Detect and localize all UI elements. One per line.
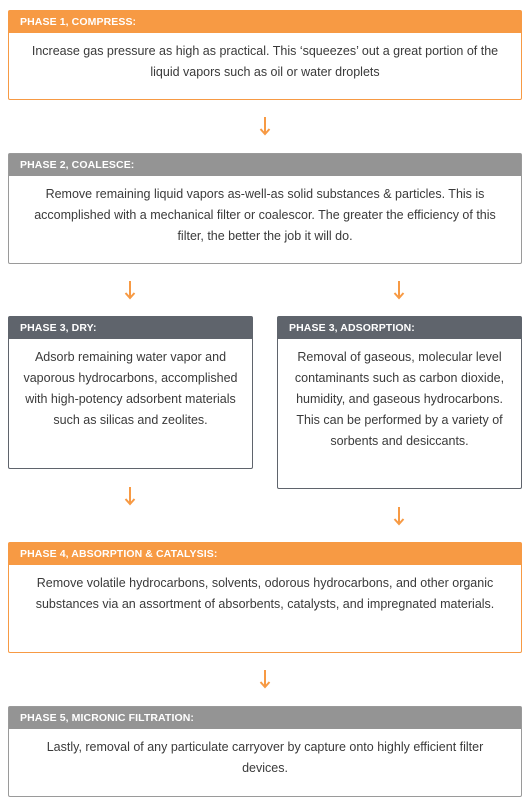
phase-3-adsorption-text: Removal of gaseous, molecular level contaminants such as carbon dioxide, humidity, and gaseous hydrocarbons. This can be performed by a variety of sorbents and desiccants. <box>294 350 505 448</box>
phase-3-adsorption-box <box>277 316 522 489</box>
arrow-down-icon <box>124 280 136 300</box>
phase-2-title: PHASE 2, COALESCE: <box>9 154 521 176</box>
phase-4-text: Remove volatile hydrocarbons, solvents, odorous hydrocarbons, and other organic substances via an assortment of absorbents, catalysts, and impregnated materials. <box>35 576 495 611</box>
phase-4-box <box>8 542 522 653</box>
phase-5-box <box>8 706 522 797</box>
arrow-down-icon <box>124 486 136 506</box>
phase-5-title: PHASE 5, MICRONIC FILTRATION: <box>9 707 521 729</box>
phase-2-box <box>8 153 522 264</box>
phase-2-text: Remove remaining liquid vapors as-well-as solid substances & particles. This is accomplished with a mechanical filter or coalescor. The greater the efficiency of this filter, the better the job it will do. <box>34 187 496 243</box>
phase-1-title: PHASE 1, COMPRESS: <box>9 11 521 33</box>
phase-5-text: Lastly, removal of any particulate carryover by capture onto highly efficient filter devices. <box>46 740 484 775</box>
phase-3-dry-box <box>8 316 253 469</box>
arrow-down-icon <box>259 116 271 136</box>
phase-3-adsorption-title: PHASE 3, ADSORPTION: <box>278 317 521 339</box>
arrow-down-icon <box>393 280 405 300</box>
arrow-down-icon <box>393 506 405 526</box>
arrow-down-icon <box>259 669 271 689</box>
phase-3-dry-text: Adsorb remaining water vapor and vaporous hydrocarbons, accomplished with high-potency adsorbent materials such as silicas and zeolites. <box>23 350 238 427</box>
phase-3-dry-title: PHASE 3, DRY: <box>9 317 252 339</box>
phase-1-text: Increase gas pressure as high as practical. This ‘squeezes’ out a great portion of the liquid vapors such as oil or water droplets <box>31 44 499 79</box>
phase-1-box <box>8 10 522 100</box>
phase-4-title: PHASE 4, ABSORPTION & CATALYSIS: <box>9 543 521 565</box>
